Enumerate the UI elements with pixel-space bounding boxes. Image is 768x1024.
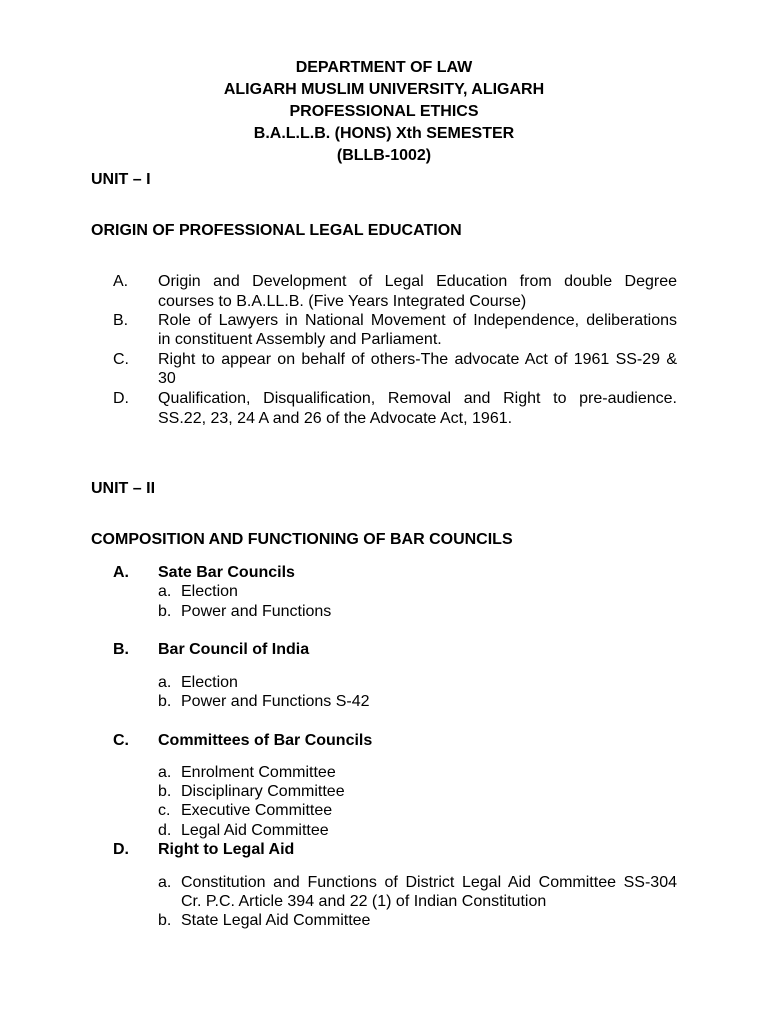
sub-item [158,763,336,782]
sub-item-text: Disciplinary Committee [181,783,345,800]
unit1-item-line: in constituent Assembly and Parliament. [158,331,442,348]
section-title: Right to Legal Aid [158,841,295,858]
section-title: Committees of Bar Councils [158,732,373,749]
sub-item [158,911,370,930]
unit1-item-marker: D. [113,390,129,407]
section-title: Sate Bar Councils [158,564,295,581]
sub-item-letter: a. [158,764,172,781]
unit1-title: UNIT – I [91,171,151,188]
sub-item-text: Election [181,674,238,691]
sub-item-letter: b. [158,603,172,620]
sub-item [158,673,238,692]
sub-item-text: Power and Functions S-42 [181,693,370,710]
sub-item-letter: b. [158,783,172,800]
unit1-item-line: Qualification, Disqualification, Removal and Right to pre-audience. [158,390,677,407]
sub-item-letter: a. [158,674,172,691]
sub-item [158,602,331,621]
sub-item [158,801,332,820]
sub-item-text: State Legal Aid Committee [181,912,371,929]
sub-item-letter: c. [158,802,171,819]
sub-item-letter: a. [158,583,172,600]
sub-item [158,873,677,911]
semester-title: B.A.L.L.B. (HONS) Xth SEMESTER [253,125,515,142]
unit1-item-marker: C. [113,351,129,368]
unit1-item-line: Right to appear on behalf of others-The advocate Act of 1961 SS-29 & [158,351,677,368]
unit2-title: UNIT – II [91,480,156,497]
unit1-item-line: SS.22, 23, 24 A and 26 of the Advocate Act, 1961. [158,410,513,427]
unit1-item-marker: B. [113,312,129,329]
unit2-heading: COMPOSITION AND FUNCTIONING OF BAR COUNCILS [91,531,513,548]
sub-item-text: Legal Aid Committee [181,822,329,839]
sub-item-text: Cr. P.C. Article 394 and 22 (1) of Indian Constitution [181,893,547,910]
sub-item-text: Power and Functions [181,603,332,620]
unit1-item-line: Origin and Development of Legal Education from double Degree [158,273,677,290]
section-marker: A. [113,564,129,581]
university-title: ALIGARH MUSLIM UNIVERSITY, ALIGARH [223,81,545,98]
unit1-item-line: courses to B.A.LL.B. (Five Years Integrated Course) [158,293,527,310]
unit1-item-marker: A. [113,273,129,290]
sub-item-letter: a. [158,874,172,891]
section-title: Bar Council of India [158,641,310,658]
sub-item [158,821,329,840]
sub-item-text: Constitution and Functions of District Legal Aid Committee SS-304 [181,874,677,891]
sub-item [158,782,345,801]
sub-item [158,582,238,601]
unit1-heading: ORIGIN OF PROFESSIONAL LEGAL EDUCATION [91,222,462,239]
sub-item-text: Enrolment Committee [181,764,336,781]
section-marker: B. [113,641,129,658]
sub-item-text: Executive Committee [181,802,333,819]
sub-item-letter: d. [158,822,172,839]
sub-item-text: Election [181,583,238,600]
section-marker: C. [113,732,129,749]
unit1-item-line: 30 [158,370,176,387]
unit1-item-line: Role of Lawyers in National Movement of Independence, deliberations [158,312,677,329]
sub-item [158,692,370,711]
section-marker: D. [113,841,129,858]
department-title: DEPARTMENT OF LAW [295,59,473,76]
sub-item-letter: b. [158,693,172,710]
course-title: PROFESSIONAL ETHICS [289,103,479,120]
course-code: (BLLB-1002) [336,147,432,164]
sub-item-letter: b. [158,912,172,929]
